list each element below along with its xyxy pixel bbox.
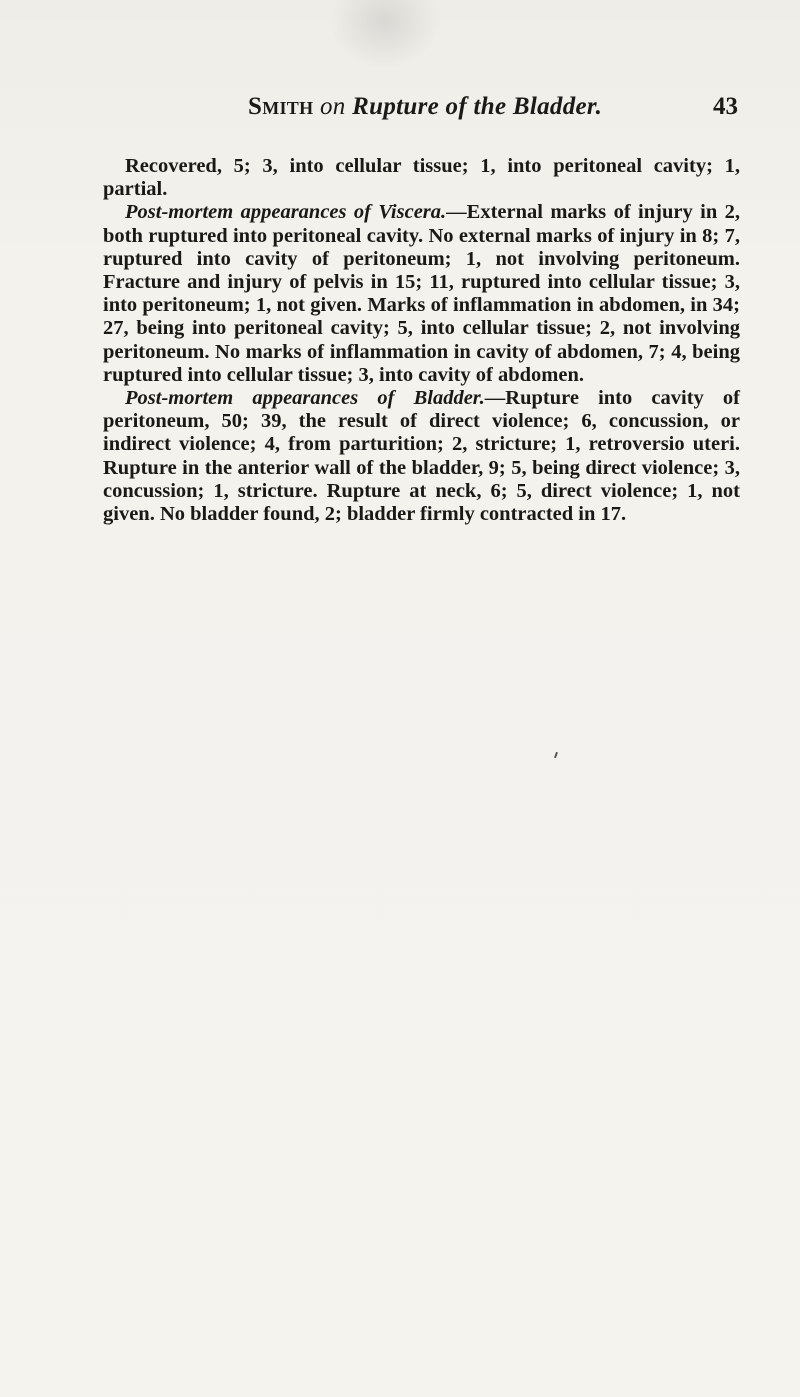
- paragraph-bladder: [103, 387, 740, 526]
- paragraph-text: —Rupture into cavity of peritoneum, 50; 39, the result of direct violence; 6, concussion, or indirect violence; 4, from parturition; 2, stricture; 1, retroversio uteri. Rupture in the anterior wall of the bladder, 9; 5, being direct violence; 3, concussion; 1, stricture. Rupture at neck, 6; 5, direct violence; 1, not given. No bladder found, 2; bladder firmly contracted in 17.: [103, 387, 740, 526]
- running-head-subject: Rupture of the Bladder.: [352, 93, 603, 120]
- paragraph-recovered: [103, 155, 740, 201]
- body-text: [103, 155, 740, 526]
- running-head-author: Smith: [248, 93, 314, 120]
- ink-speck: [554, 752, 558, 758]
- paragraph-viscera: [103, 201, 740, 387]
- show-through-smudge: [330, 0, 440, 70]
- paragraph-lead: Post-mortem appearances of Viscera.: [125, 201, 447, 224]
- paragraph-text: Recovered, 5; 3, into cellular tissue; 1, into peritoneal cavity; 1, partial.: [103, 155, 740, 201]
- running-head-conjunction: on: [319, 93, 346, 120]
- paragraph-text: —External marks of injury in 2, both ruptured into peritoneal cavity. No external marks of injury in 8; 7, ruptured into cavity of peritoneum; 1, not involving peritoneum. Fracture and injury of pelvis in 15; 11, ruptured into cellular tissue; 3, into peritoneum; 1, not given. Marks of inflammation in abdomen, in 34; 27, being into peritoneal cavity; 5, into cellular tissue; 2, not involving peritoneum. No marks of inflammation in cavity of abdomen, 7; 4, being ruptured into cellular tissue; 3, into cavity of abdomen.: [103, 201, 740, 386]
- running-head: [248, 93, 602, 121]
- paragraph-lead: Post-mortem appearances of Bladder.: [125, 387, 485, 410]
- page-number: 43: [713, 93, 738, 120]
- page-header: [248, 93, 738, 133]
